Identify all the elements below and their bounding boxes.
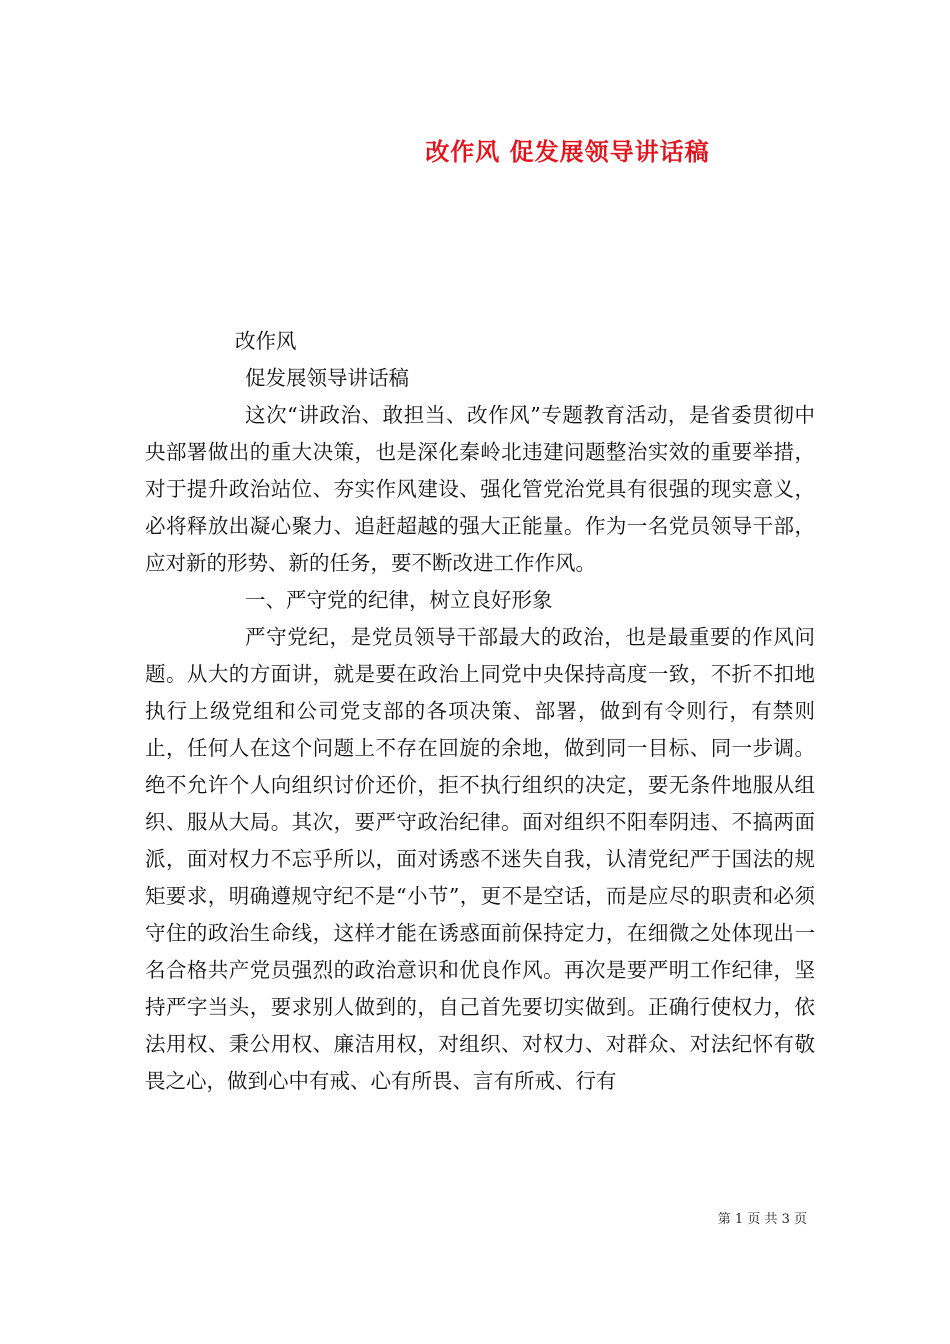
document-body — [145, 323, 815, 1100]
section-1-heading: 一、严守党的纪律，树立良好形象 — [245, 588, 553, 612]
heading-line-2: 促发展领导讲话稿 — [245, 366, 409, 390]
heading-line-1: 改作风 — [235, 329, 297, 353]
page-title: 改作风 促发展领导讲话稿 — [425, 138, 710, 166]
paragraph-1: 这次“讲政治、敢担当、改作风”专题教育活动，是省委贯彻中央部署做出的重大决策，也是深化秦岭北违建问题整治实效的重要举措，对于提升政治站位、夯实作风建设、强化管党治党具有很强的现实意义，必将释放出凝心聚力、追赶超越的强大正能量。作为一名党员领导干部，应对新的形势、新的任务，要不断改进工作作风。 — [145, 403, 815, 575]
paragraph-2: 严守党纪，是党员领导干部最大的政治，也是最重要的作风问题。从大的方面讲，就是要在政治上同党中央保持高度一致，不折不扣地执行上级党组和公司党支部的各项决策、部署，做到有令则行，有禁则止，任何人在这个问题上不存在回旋的余地，做到同一目标、同一步调。绝不允许个人向组织讨价还价，拒不执行组织的决定，要无条件地服从组织、服从大局。其次，要严守政治纪律。面对组织不阳奉阴违、不搞两面派，面对权力不忘乎所以，面对诱惑不迷失自我，认清党纪严于国法的规矩要求，明确遵规守纪不是“小节”，更不是空话，而是应尽的职责和必须守住的政治生命线，这样才能在诱惑面前保持定力，在细微之处体现出一名合格共产党员强烈的政治意识和优良作风。再次是要严明工作纪律，坚持严字当头，要求别人做到的，自己首先要切实做到。正确行使权力，依法用权、秉公用权、廉洁用权，对组织、对权力、对群众、对法纪怀有敬畏之心，做到心中有戒、心有所畏、言有所戒、行有 — [145, 625, 815, 1093]
page-number: 第 1 页 共 3 页 — [717, 1212, 807, 1227]
